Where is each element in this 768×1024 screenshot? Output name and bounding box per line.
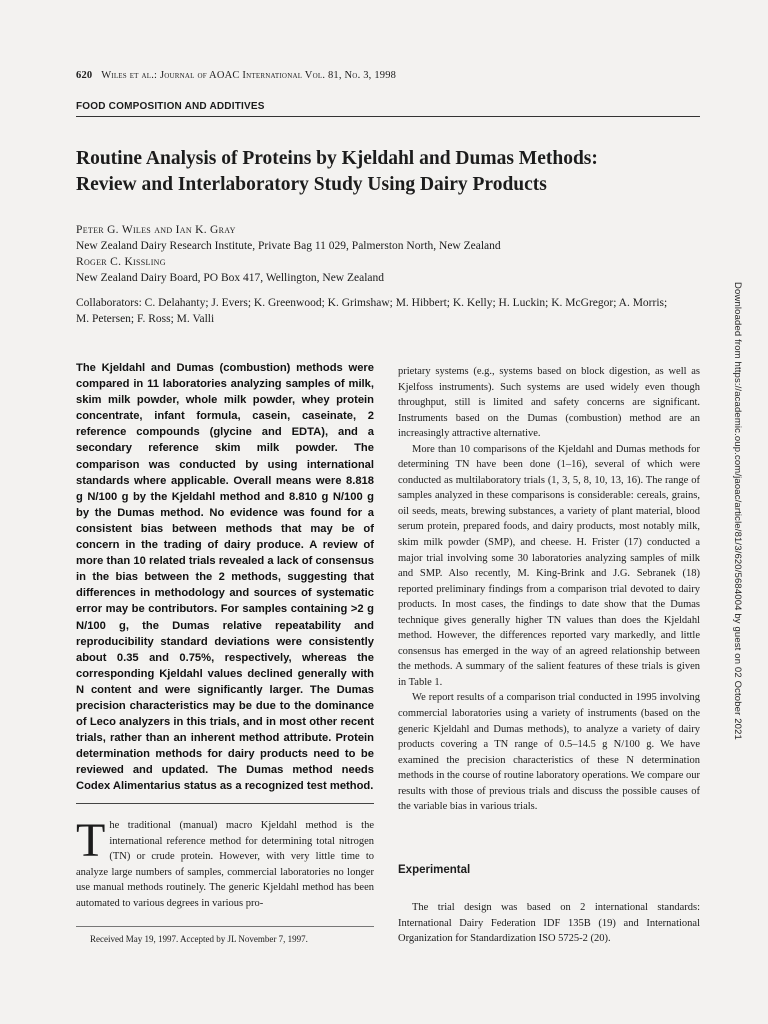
drop-cap: T [76, 814, 106, 867]
footnote-divider [76, 926, 374, 927]
abstract: The Kjeldahl and Dumas (combustion) methods were compared in 11 laboratories analyzing samples of milk, skim milk powder, whole milk powder, whey protein concentrate, infant formula, casein, caseinate, 2 reference compounds (glycine and EDTA), and a secondary reference skim milk powder. The comparison was conducted by using international standards where applicable. Overall means were 8.818 g N/100 g by the Kjeldahl method and 8.810 g N/100 g by the Dumas method. No evidence was found for a consistent bias between methods that may be of concern in the trading of dairy produce. A review of more than 10 related trials revealed a lack of consensus in the bias between the 2 methods, suggesting that differences in methodology and sources of systematic error may be contributors. For samples containing >2 g N/100 g, the Dumas relative repeatability and reproducibility standard deviations were consistently about 0.35 and 0.75%, respectively, whereas the corresponding Kjeldahl values declined generally with N content and were significantly larger. The Dumas precision characteristics may be due to the dominance of Leco analyzers in this trials, and in most other recent trials, rather than an inherent method attribute. Protein determination methods for dairy products need to be reviewed and updated. The Dumas method needs Codex Alimentarius status as a recognized test method. [76, 362, 374, 793]
article-title [76, 146, 706, 198]
header-divider [76, 116, 700, 117]
download-watermark: Downloaded from https://academic.oup.com/jaoac/article/81/3/620/5684004 by guest on 02 October 2021 [732, 282, 743, 740]
introduction-paragraph [76, 814, 374, 911]
author-names-2: Roger C. Kissling [76, 256, 166, 268]
collaborators: Collaborators: C. Delahanty; J. Evers; K. Greenwood; K. Grimshaw; M. Hibbert; K. Kelly; H. Luckin; K. McGregor; A. Morris; M. Petersen; F. Ross; M. Valli [76, 297, 668, 325]
affiliation-2: New Zealand Dairy Board, PO Box 417, Wellington, New Zealand [76, 272, 385, 284]
page-number: 620 [76, 70, 93, 81]
paragraph-report: We report results of a comparison trial conducted in 1995 involving commercial laboratories using a variety of instruments (based on the generic Kjeldahl and Dumas methods), to analyze a variety of dairy products covering a TN range of 0.5–14.5 g N/100 g. We have examined the precision characteristics of these N determination methods in the course of routine laboratory operations. We compare our results with those of previous trials and discuss the possible causes of the variable bias in various trials. [398, 692, 700, 813]
title-line-2: Review and Interlaboratory Study Using Dairy Products [76, 174, 547, 195]
journal-citation: Wiles et al.: Journal of AOAC International Vol. 81, No. 3, 1998 [101, 70, 397, 81]
author-block [76, 222, 706, 286]
section-label: FOOD COMPOSITION AND ADDITIVES [76, 101, 265, 112]
author-names-1: Peter G. Wiles and Ian K. Gray [76, 224, 236, 236]
received-footnote: Received May 19, 1997. Accepted by JL November 7, 1997. [90, 934, 308, 944]
affiliation-1: New Zealand Dairy Research Institute, Private Bag 11 029, Palmerston North, New Zealand [76, 240, 501, 252]
paragraph-continuation: prietary systems (e.g., systems based on block digestion, as well as Kjelfoss instruments). Such systems are used widely even though throughput, still is limited and safety concerns are significant. Instruments based on the Dumas (combustion) method are an increasingly attractive alternative. [398, 366, 700, 440]
abstract-divider [76, 803, 374, 804]
paragraph-comparisons: More than 10 comparisons of the Kjeldahl and Dumas methods for determining TN have been done (1–16), several of which were conducted as multilaboratory trials (1, 3, 5, 8, 10, 13, 16). The range of samples analyzed in these comparisons is considerable: cereals, grains, oil seeds, meats, brewing substances, a variety of plant material, blood serum protein, prepared foods, and dairy products, most notably milk, skim milk powder (SMP), and cheese. H. Frister (17) conducted a major trial involving some 30 laboratories analyzing samples of milk and SMP. Also recently, M. King-Brink and J.G. Sebranek (18) reported preliminary findings from a comparison trial devoted to dairy products. In most cases, the findings to date show that the Dumas technique gives generally higher TN values than does the Kjeldahl method. However, the differences reported vary markedly, and little consensus has emerged in the way of an agreed relationship between the methods. A summary of the salient features of these trials is given in Table 1. [398, 443, 700, 688]
title-line-1: Routine Analysis of Proteins by Kjeldahl and Dumas Methods: [76, 148, 598, 169]
introduction-text: he traditional (manual) macro Kjeldahl method is the international reference method for determining total nitrogen (TN) or crude protein. However, with very little time to analyze large numbers of samples, commercial laboratories no longer use manual methods routinely. The generic Kjeldahl method has been automated to various degrees in various pro- [76, 820, 374, 909]
experimental-heading: Experimental [398, 864, 471, 876]
right-column [398, 364, 700, 815]
running-head [76, 70, 636, 81]
experimental-text: The trial design was based on 2 international standards: International Dairy Federation IDF 135B (19) and International Organization for Standardization ISO 5725-2 (20). [398, 902, 700, 944]
